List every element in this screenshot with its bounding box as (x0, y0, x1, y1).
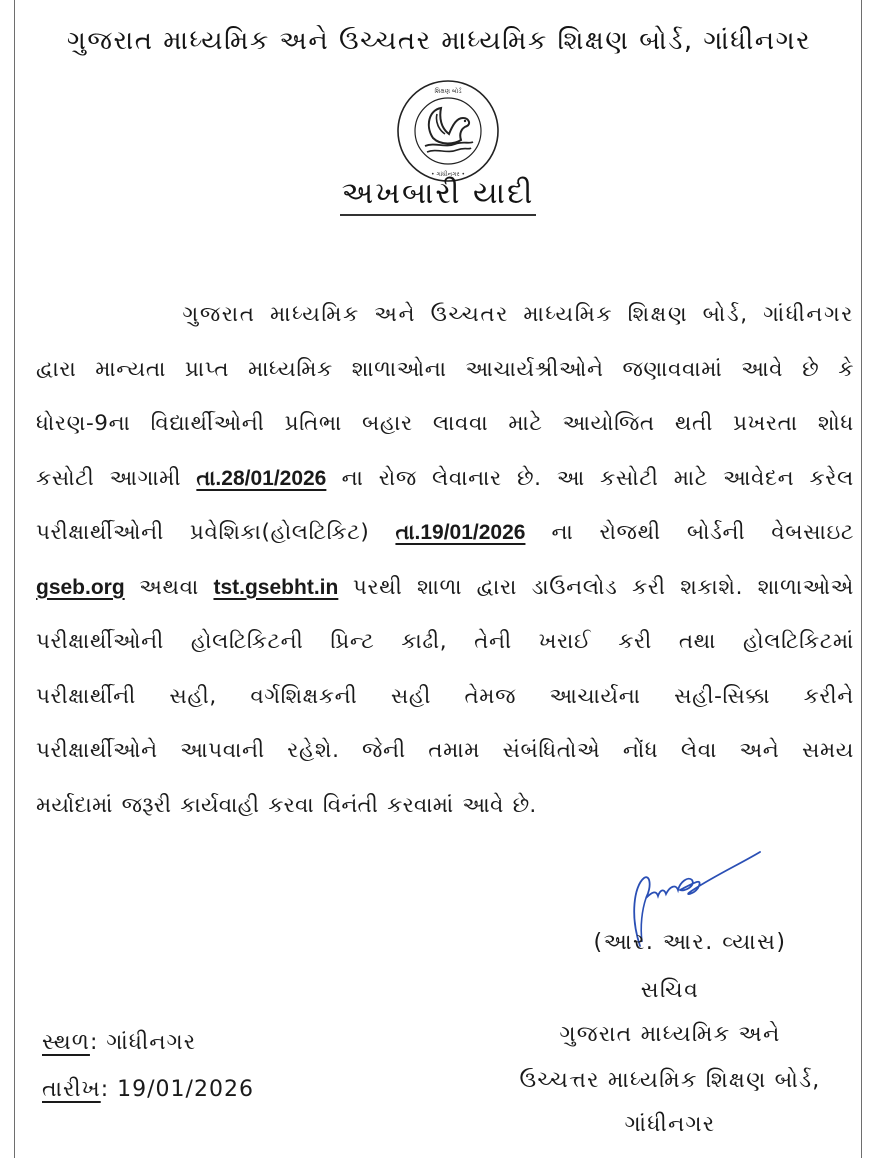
svg-text:• ગાંધીનગર •: • ગાંધીનગર • (430, 171, 466, 178)
underlined-reference: તા.28/01/2026 (196, 466, 327, 490)
place-label: સ્થળ (42, 1030, 90, 1055)
body-word: આવે (741, 356, 784, 382)
body-word: થતી (674, 411, 713, 436)
body-word: બહાર (362, 411, 413, 436)
body-word: શાળા (417, 574, 463, 600)
underlined-reference: tst.gsebht.in (213, 575, 339, 599)
body-word: છે. (516, 465, 542, 491)
body-word: સહી-સિક્કા (674, 683, 771, 709)
body-word: પ્રાપ્ત (184, 356, 230, 382)
body-word: જણાવવામાં (622, 356, 723, 382)
body-line (36, 793, 854, 833)
body-line (36, 411, 854, 451)
body-word: કરીને (803, 683, 854, 709)
body-word: કસોટી (36, 465, 95, 491)
body-line (36, 357, 854, 397)
body-word: ના (341, 465, 364, 491)
body-word: પરથી (352, 574, 403, 600)
body-word: નોંધ (622, 738, 659, 763)
body-word: તેની (474, 629, 512, 654)
signatory-name: (આર. આર. વ્યાસ) (593, 930, 787, 955)
body-word: રોજ (378, 465, 417, 491)
body-line-text: મર્યાદામાં જરૂરી કાર્યવાહી કરવા વિનંતી કરવામાં આવે છે. (36, 792, 537, 818)
body-line (36, 466, 854, 506)
body-word: સહી (390, 683, 431, 709)
body-word: પરીક્ષાર્થીની (36, 683, 136, 709)
body-word: ના (551, 520, 574, 545)
underlined-reference: તા.19/01/2026 (395, 521, 526, 544)
body-word: તમામ (428, 738, 480, 763)
body-line (36, 629, 854, 669)
body-line (36, 738, 854, 778)
svg-text:શિક્ષણ બોર્ડ: શિક્ષણ બોર્ડ (434, 88, 462, 95)
body-word: અને (739, 738, 780, 763)
body-word: કસોટી (600, 465, 659, 491)
body-word: વિદ્યાર્થીઓની (150, 411, 265, 436)
body-word: વેબસાઇટ (771, 520, 854, 545)
body-word: ડાઉનલોડ (531, 574, 618, 600)
body-word: કરી (618, 629, 652, 654)
body-word: પ્રવેશિકા(હોલટિકિટ) (189, 520, 370, 545)
body-word: સહી, (169, 683, 217, 709)
body-word: પરીક્ષાર્થીઓને (36, 738, 158, 763)
body-word: શાળાઓએ (757, 574, 854, 600)
body-word: લાવવા (432, 411, 489, 436)
body-word: આવેદન (723, 465, 795, 491)
body-word: શાળાઓના (351, 356, 447, 382)
body-line (36, 302, 854, 342)
body-word: ધોરણ-9ના (36, 411, 131, 436)
body-word: શકાશે. (680, 574, 744, 600)
body-word: કરી (631, 574, 666, 600)
body-word: ખરાઈ (538, 629, 592, 654)
org-line-2: ઉચ્ચત્તર માધ્યમિક શિક્ષણ બોર્ડ, (519, 1068, 821, 1093)
body-word: રોજથી (599, 520, 661, 545)
body-word: જેની (362, 738, 406, 763)
body-word: તેમજ (464, 683, 517, 709)
body-word: પરીક્ષાર્થીઓની (36, 629, 164, 654)
body-word: માટે (508, 411, 543, 436)
body-word: પરીક્ષાર્થીઓની (36, 520, 164, 545)
underlined-reference: gseb.org (36, 575, 125, 599)
body-line-text: ગુજરાત માધ્યમિક અને ઉચ્ચતર માધ્યમિક શિક્ષણ બોર્ડ, ગાંધીનગર (182, 302, 854, 327)
body-line (36, 520, 854, 560)
body-word: દ્વારા (476, 574, 518, 600)
place-value: : ગાંધીનગર (89, 1030, 197, 1055)
body-word: આ (556, 465, 585, 491)
board-title: ગુજરાત માધ્યમિક અને ઉચ્ચતર માધ્યમિક શિક્ષણ બોર્ડ, ગાંધીનગર (66, 26, 812, 56)
body-word: કરેલ (809, 465, 854, 491)
org-line-1: ગુજરાત માધ્યમિક અને (559, 1022, 781, 1047)
body-word: માટે (673, 465, 708, 491)
date-value: : 19/01/2026 (100, 1077, 254, 1102)
body-word: વર્ગશિક્ષકની (250, 683, 358, 709)
body-word: દ્વારા (36, 356, 77, 382)
body-word: માધ્યમિક (248, 356, 333, 382)
body-word: હોલટિકિટમાં (743, 629, 854, 654)
body-word: લેવા (680, 738, 717, 763)
body-word: આપવાની (180, 738, 265, 763)
body-word: આચાર્યના (549, 683, 641, 709)
body-line (36, 684, 854, 724)
body-word: બોર્ડની (686, 520, 746, 545)
press-release-heading: અખબારી યાદી (340, 176, 536, 216)
body-word: માન્યતા (95, 356, 166, 382)
body-word: તથા (678, 629, 717, 654)
body-word: અથવા (139, 574, 199, 600)
body-word: સમય (801, 738, 854, 763)
body-word: કે (838, 356, 854, 382)
body-word: છે (802, 356, 820, 382)
body-word: પ્રખરતા (733, 411, 798, 436)
body-line (36, 575, 854, 615)
body-word: આયોજિત (562, 411, 655, 436)
org-line-3: ગાંધીનગર (624, 1112, 716, 1137)
date-field (42, 1077, 254, 1102)
body-word: આચાર્યશ્રીઓને (465, 356, 604, 382)
body-word: આગામી (109, 465, 182, 491)
body-word: સંબંધિતોએ (502, 738, 601, 763)
signatory-designation: સચિવ (640, 978, 700, 1003)
body-word: રહેશે. (287, 738, 340, 763)
body-word: પ્રિન્ટ (330, 629, 375, 654)
gseb-swan-emblem-icon (395, 78, 501, 184)
date-label: તારીખ (42, 1077, 101, 1102)
body-word: લેવાનાર (432, 465, 502, 491)
body-word: શોધ (817, 411, 854, 436)
body-word: પ્રતિભા (284, 411, 342, 436)
body-word: કાઢી, (401, 629, 448, 654)
body-word: હોલટિકિટની (190, 629, 304, 654)
place-field (42, 1030, 196, 1055)
